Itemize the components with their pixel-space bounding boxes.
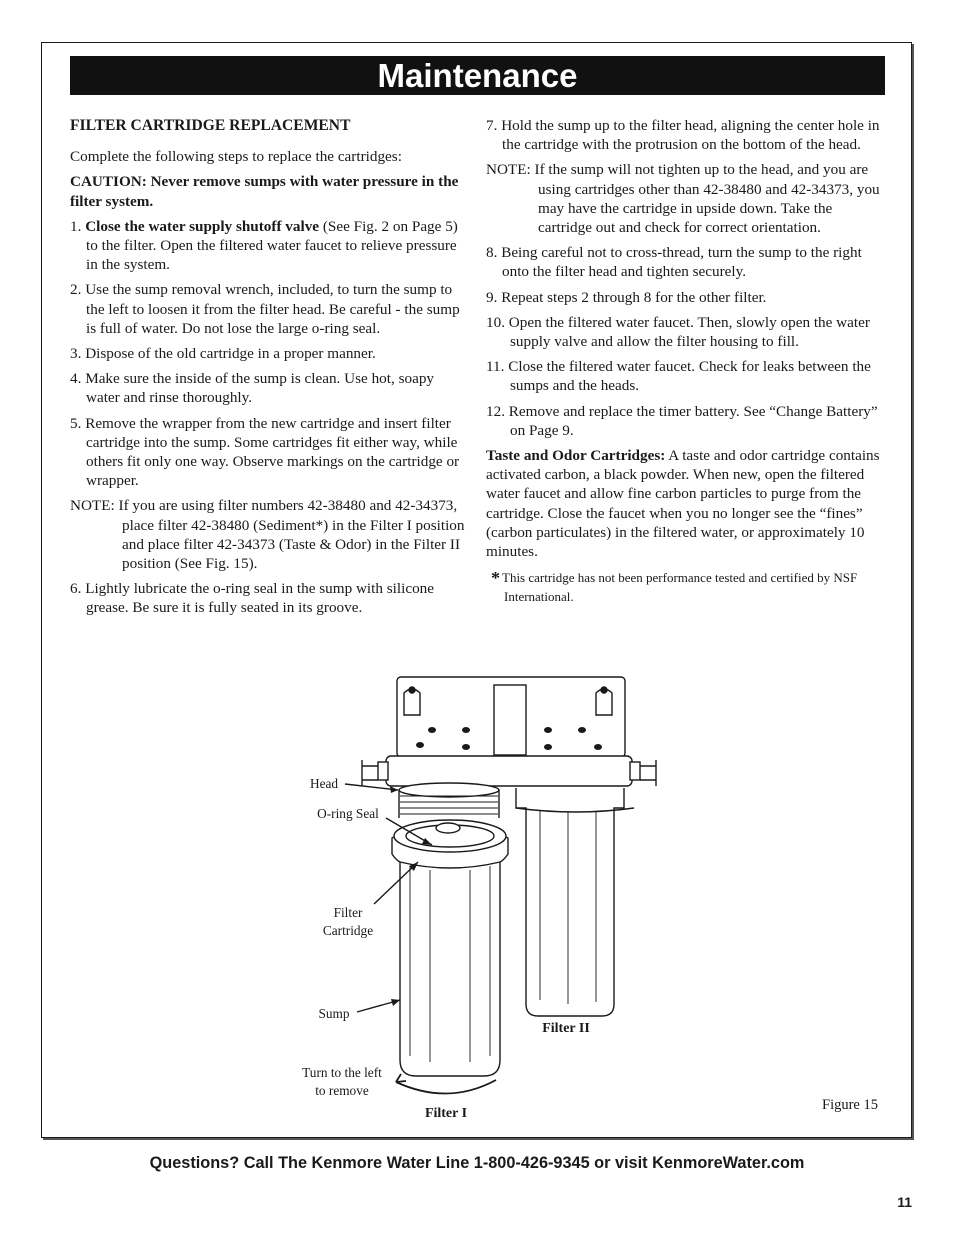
step-8: 8. Being careful not to cross-thread, turn the sump to the right onto the filter head and tighten securely. — [486, 244, 862, 281]
filter-head — [386, 756, 632, 786]
step-12: 12. Remove and replace the timer battery. See “Change Battery” on Page 9. — [486, 402, 878, 439]
step-3: 3. Dispose of the old cartridge in a proper manner. — [70, 345, 376, 363]
contact-line: Questions? Call The Kenmore Water Line 1-800-426-9345 or visit KenmoreWater.com — [149, 1154, 805, 1172]
intro-text: Complete the following steps to replace the cartridges: — [70, 148, 402, 166]
note-orientation: NOTE: If the sump will not tighten up to the head, and you are using cartridges other than 42-38480 and 42-34373, you may have the cartridge in upside down. Take the cartridge out and check for correct orientation. — [486, 161, 880, 237]
label-filter-cartridge: Filter Cartridge — [322, 905, 374, 938]
section-heading: FILTER CARTRIDGE REPLACEMENT — [70, 117, 351, 134]
step-11: 11. Close the filtered water faucet. Check for leaks between the sumps and the heads. — [486, 358, 871, 395]
step-2: 2. Use the sump removal wrench, included, to turn the sump to the left to loosen it from the filter head. Be careful - the sump is full of water. Do not lose the large o-ring seal. — [70, 281, 460, 337]
step-1: 1. Close the water supply shutoff valve (See Fig. 2 on Page 5) to the filter. Open the filtered water faucet to relieve pressure in the system. — [70, 217, 458, 274]
taste-odor-paragraph: Taste and Odor Cartridges: A taste and odor cartridge contains activated carbon, a black powder. When new, open the filtered water faucet and allow fine carbon particles to purge from the cartridge. Close the faucet when you no longer see the “fines” (carbon particulates) in the filtered water, or approximately 10 minutes. — [486, 447, 880, 561]
figure-caption: Figure 15 — [822, 1097, 878, 1113]
step-10: 10. Open the filtered water faucet. Then, slowly open the water supply valve and allow the filter housing to fill. — [486, 313, 870, 351]
page-number: 11 — [897, 1194, 912, 1210]
step-6: 6. Lightly lubricate the o-ring seal in the sump with silicone grease. Be sure it is fully seated in its groove. — [70, 580, 435, 617]
caution-text: CAUTION: Never remove sumps with water pressure in the filter system. — [70, 173, 459, 210]
label-filter-ii: Filter II — [542, 1021, 590, 1036]
label-turn-to-remove: Turn to the left to remove — [302, 1065, 382, 1098]
label-o-ring-seal: O-ring Seal — [317, 806, 379, 821]
label-filter-i: Filter I — [424, 1106, 468, 1121]
footnote: * This cartridge has not been performance tested and certified by NSF International. — [491, 568, 858, 604]
page-title: Maintenance — [70, 56, 885, 95]
o-ring-seal — [436, 823, 460, 833]
step-5: 5. Remove the wrapper from the new cartridge and insert filter cartridge into the sump. Some cartridges fit either way, while others fit only one way. Observe markings on the cartridge or wrapper. — [70, 414, 460, 490]
step-7: 7. Hold the sump up to the filter head, aligning the center hole in the cartridge with the protrusion on the bottom of the head. — [486, 117, 880, 154]
step-9: 9. Repeat steps 2 through 8 for the other filter. — [486, 288, 767, 306]
step-4: 4. Make sure the inside of the sump is clean. Use hot, soapy water and rinse thoroughly. — [70, 370, 435, 407]
sump-filter-ii — [516, 788, 624, 1016]
turn-left-arrow — [396, 1080, 496, 1094]
label-sump: Sump — [318, 1006, 350, 1021]
note-filter-numbers: NOTE: If you are using filter numbers 42-38480 and 42-34373, place filter 42-38480 (Sediment*) in the Filter I position and place filter 42-34373 (Taste & Odor) in the Filter II position (See Fig. 15). — [70, 497, 465, 573]
label-head: Head — [309, 776, 339, 791]
sump-filter-i — [392, 823, 508, 1076]
